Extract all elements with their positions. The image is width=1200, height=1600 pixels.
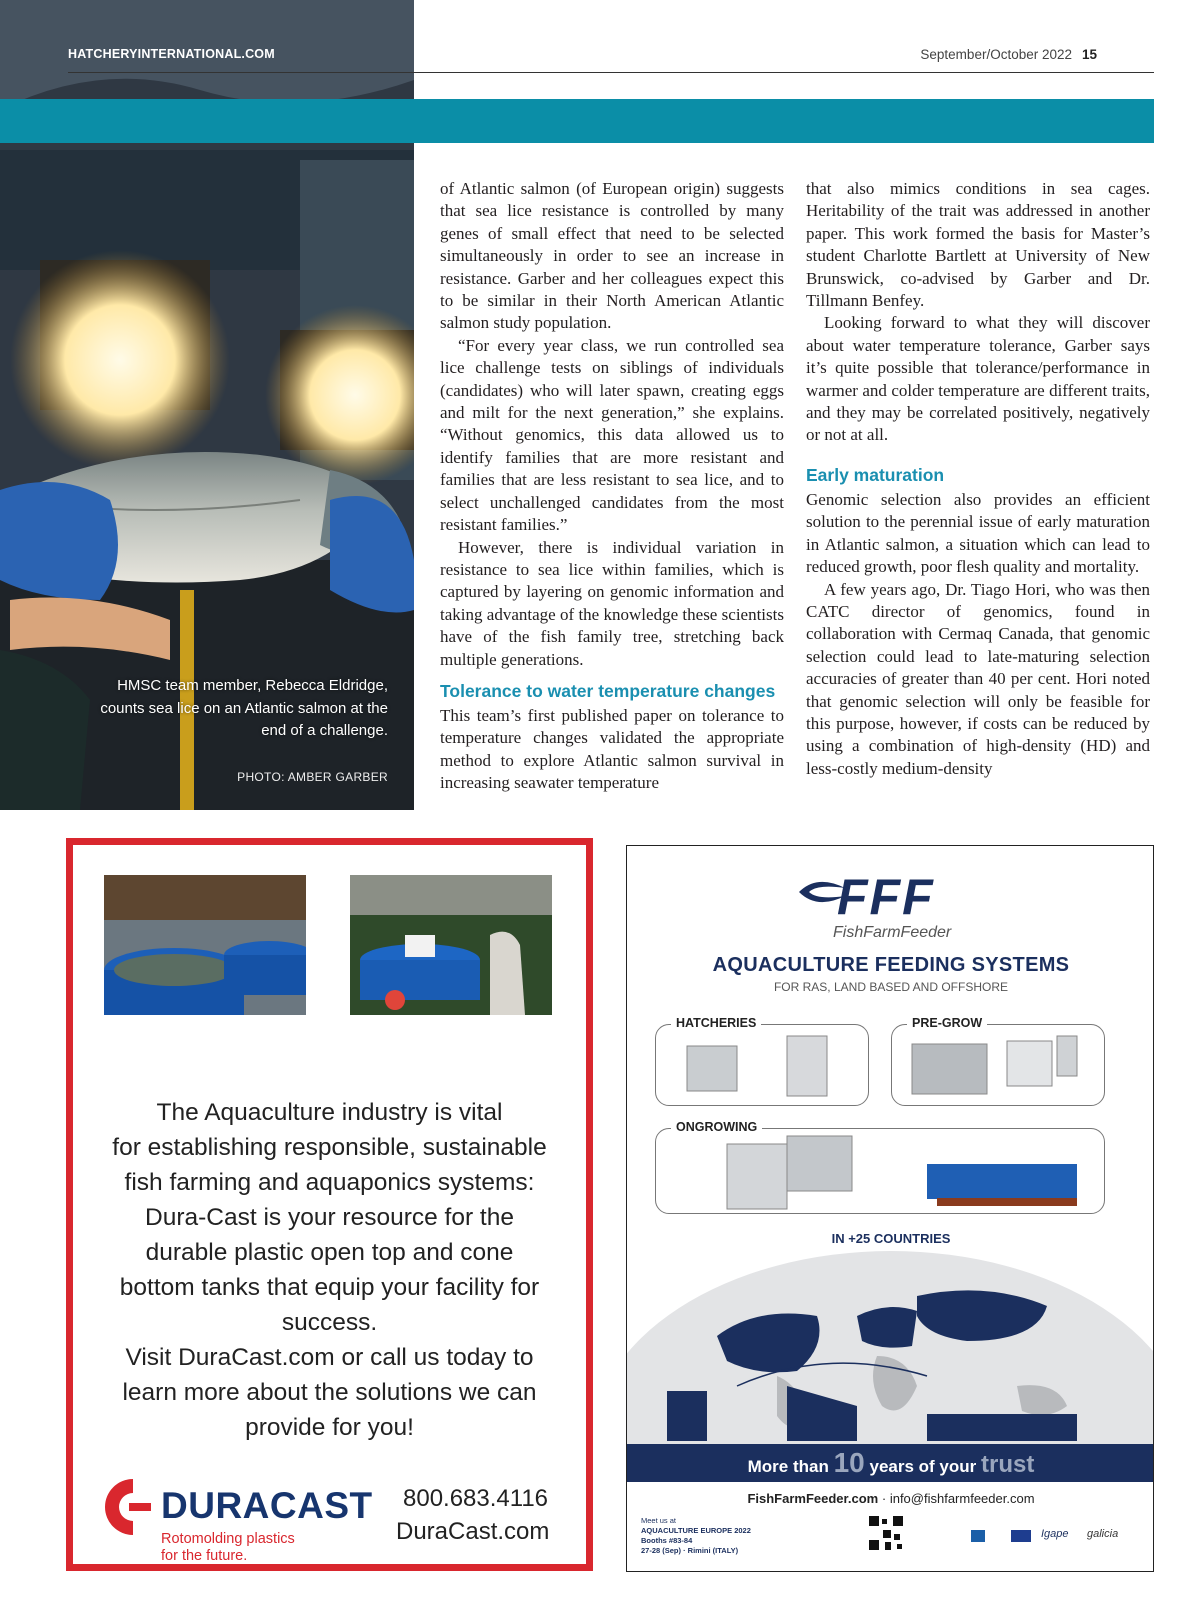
duracast-copy <box>93 1095 566 1445</box>
tagline-line: for the future. <box>161 1548 248 1564</box>
banner-end: trust <box>981 1451 1035 1478</box>
duracast-brand: DURACAST <box>161 1485 373 1526</box>
article-column-2 <box>806 178 1150 780</box>
countries-label: IN +25 COUNTRIES <box>831 1231 951 1246</box>
fff-contact <box>627 1491 1154 1506</box>
article-column-1 <box>440 178 784 795</box>
banner-pre: More than <box>747 1457 829 1476</box>
tagline-line: Rotomolding plastics <box>161 1531 295 1547</box>
paragraph: that also mimics conditions in sea cages. Heritability of the trait was addressed in another paper. This work formed the basis for Master’s student Charlotte Bartlett at University of New Brunswick, co-advised by Garber and Dr. Tillmann Benfey. <box>806 179 1150 311</box>
copy-line: provide for you! <box>245 1414 414 1441</box>
site-name[interactable]: HATCHERYINTERNATIONAL.COM <box>68 47 275 61</box>
fff-email[interactable]: info@fishfarmfeeder.com <box>889 1491 1035 1506</box>
copy-line: durable plastic open top and cone <box>145 1239 514 1266</box>
fff-subhead: FOR RAS, LAND BASED AND OFFSHORE <box>773 980 1009 994</box>
partner-logos-icon <box>971 1528 1041 1544</box>
meet-line: Meet us at <box>641 1516 677 1525</box>
paragraph: Looking forward to what they will discover about water temperature tolerance, Garber says it’s quite possible that tolerance/performance in warmer and colder temperature are different traits, and they may be correlated positively, negatively or not at all. <box>806 313 1150 445</box>
qr-code-icon[interactable] <box>867 1514 905 1552</box>
contact-separator: · <box>881 1491 887 1506</box>
hatcheries-label: HATCHERIES <box>671 1016 761 1030</box>
ongrowing-label: ONGROWING <box>671 1120 762 1134</box>
duracast-tagline <box>161 1531 295 1565</box>
tradeshow-photo <box>350 875 552 1015</box>
fff-headline: AQUACULTURE FEEDING SYSTEMS <box>712 954 1070 976</box>
partner-igape: Igape <box>1041 1528 1069 1540</box>
world-map-illustration <box>627 1246 1154 1446</box>
paragraph: This team’s first published paper on tolerance to temperature changes validated the appropriate method to explore Atlantic salmon survival in increasing seawater temperature <box>440 705 784 793</box>
meet-line: AQUACULTURE EUROPE 2022 <box>641 1526 751 1535</box>
duracast-ad[interactable] <box>66 838 593 1571</box>
copy-line: Visit DuraCast.com or call us today to <box>125 1344 534 1371</box>
duracast-logo-icon <box>103 1477 155 1537</box>
page-number: 15 <box>1081 47 1097 62</box>
copy-line: learn more about the solutions we can <box>122 1379 537 1406</box>
meet-line: 27-28 (Sep) · Rimini (ITALY) <box>641 1546 739 1555</box>
photo-credit: PHOTO: AMBER GARBER <box>237 770 388 784</box>
header-rule <box>68 72 1154 73</box>
section-bar <box>0 99 1154 143</box>
copy-line: success. <box>281 1309 378 1336</box>
feeding-machines-illustration <box>667 1026 1107 1216</box>
fff-logo-sub: FishFarmFeeder <box>833 924 952 941</box>
paragraph: of Atlantic salmon (of European origin) suggests that sea lice resistance is controlled by many genes of small effect that need to be selected simultaneously in order to see an increase in resistance. Garber and her colleagues expect this to be similar in their North American Atlantic salmon study population. <box>440 179 784 333</box>
copy-line: bottom tanks that equip your facility for <box>119 1274 540 1301</box>
subheading-tolerance: Tolerance to water temperature changes <box>440 680 776 701</box>
duracast-url[interactable]: DuraCast.com <box>396 1518 550 1545</box>
pregrow-label: PRE-GROW <box>907 1016 987 1030</box>
subheading-early-maturation: Early maturation <box>806 464 945 485</box>
tanks-photo <box>104 875 306 1015</box>
fff-website[interactable]: FishFarmFeeder.com <box>747 1491 879 1506</box>
copy-line: The Aquaculture industry is vital <box>156 1099 503 1126</box>
copy-line: fish farming and aquaponics systems: <box>124 1169 535 1196</box>
duracast-phone[interactable]: 800.683.4116 <box>403 1485 549 1512</box>
copy-line: for establishing responsible, sustainable <box>112 1134 547 1161</box>
paragraph: However, there is individual variation in resistance to sea lice within families, which is captured by layering on genomic information and taking advantage of the knowledge these scientists have of the fish family tree, stretching back multiple generations. <box>440 537 784 669</box>
meet-us-block <box>641 1516 751 1556</box>
trust-banner <box>627 1444 1154 1482</box>
fff-logo: FFF <box>837 869 935 925</box>
paragraph: “For every year class, we run controlled sea lice challenge tests on siblings of individuals (candidates) who will later spawn, creating eggs and milt for the next generation,” she explains. “Without genomics, this data allowed us to identify families that are more resistant and families that are less resistant to sea lice, and to select unchallenged candidates from the most resistant families.” <box>440 335 784 535</box>
issue-date: September/October 2022 <box>920 47 1072 62</box>
fishfarmfeeder-ad[interactable] <box>626 845 1154 1572</box>
partner-galicia: galicia <box>1087 1528 1119 1540</box>
paragraph: A few years ago, Dr. Tiago Hori, who was then CATC director of genomics, found in collaboration with Cermaq Canada, that genomic selection could lead to late-maturing selection accuracies of greater than 40 per cent. Hori noted that genomic selection will only be feasible for this purpose, however, if costs can be reduced by using a combination of high-density (HD) and less-costly medium-density <box>806 579 1150 778</box>
banner-years: 10 <box>833 1447 865 1478</box>
meet-line: Booths #83-84 <box>641 1536 693 1545</box>
banner-mid: years of your <box>869 1457 977 1476</box>
photo-caption: HMSC team member, Rebecca Eldridge, counts sea lice on an Atlantic salmon at the end of a challenge. <box>100 677 388 739</box>
paragraph: Genomic selection also provides an efficient solution to the perennial issue of early maturation in Atlantic salmon, a situation which can lead to reduced growth, poor flesh quality and mortality. <box>806 489 1150 577</box>
copy-line: Dura-Cast is your resource for the <box>145 1204 514 1231</box>
